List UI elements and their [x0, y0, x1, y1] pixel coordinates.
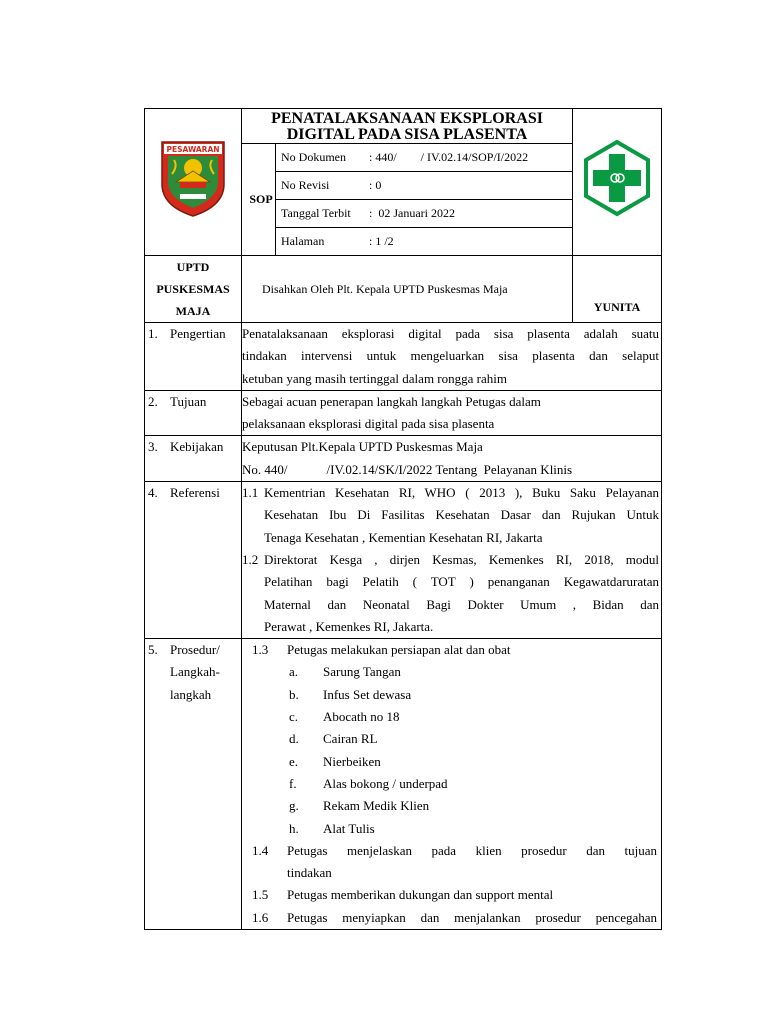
pengertian-content: [242, 323, 662, 391]
tanggal-terbit-label: Tanggal Terbit: [281, 206, 351, 221]
step-number: 1.3: [252, 642, 269, 658]
step-text: Petugas melakukan persiapan alat dan obat: [287, 642, 511, 658]
halaman-label: Halaman: [281, 234, 325, 249]
title-line-2: DIGITAL PADA SISA PLASENTA: [286, 126, 528, 143]
kebijakan-content: [242, 436, 662, 482]
reference-line: Maternal dan Neonatal Bagi Dokter Umum , Bidan dan: [264, 596, 660, 612]
no-revisi-label: No Revisi: [281, 178, 330, 193]
procedure-step: [242, 840, 659, 885]
item-letter: d.: [289, 731, 299, 747]
referensi-label-cell: [145, 482, 242, 639]
reference-number: 1.2: [242, 551, 259, 567]
reference-line: Perawat , Kemenkes RI, Jakarta.: [264, 618, 434, 634]
tujuan-content: [242, 390, 662, 436]
item-letter: e.: [289, 753, 299, 769]
reference-line: Kementrian Kesehatan RI, WHO ( 2013 ), Buku Saku Pelayanan: [264, 485, 660, 501]
item-text: Nierbeiken: [323, 753, 381, 769]
title-line-1: PENATALAKSANAAN EKSPLORASI: [271, 110, 543, 127]
section-label: Tujuan: [170, 393, 207, 409]
list-item: [242, 795, 659, 817]
item-letter: g.: [289, 798, 299, 814]
item-letter: b.: [289, 686, 299, 702]
no-dokumen-label: No Dokumen: [281, 150, 346, 165]
pesawaran-shield-icon: [158, 138, 228, 218]
puskesmas-logo-cell: [573, 109, 662, 256]
kebijakan-line-2: No. 440/ /IV.02.14/SK/I/2022 Tentang Pelayanan Klinis: [242, 461, 573, 477]
section-number: 5.: [148, 642, 158, 658]
uptd-line-1: UPTD: [176, 260, 210, 274]
section-label: Referensi: [170, 485, 220, 501]
signer-name: YUNITA: [573, 256, 662, 323]
reference-item: [242, 482, 659, 549]
section-number: 4.: [148, 485, 158, 501]
step-text: Petugas menjelaskan pada klien prosedur dan tujuan: [287, 842, 658, 858]
procedure-step: [242, 639, 659, 661]
no-dokumen-row: [276, 144, 573, 172]
list-item: [242, 706, 659, 728]
tanggal-terbit-value: : 02 Januari 2022: [369, 206, 455, 221]
item-text: Infus Set dewasa: [323, 686, 412, 702]
no-revisi-row: [276, 172, 573, 200]
reference-line: Direktorat Kesga , dirjen Kesmas, Kemenkes RI, 2018, modul: [264, 551, 660, 567]
sop-label: SOP: [242, 144, 276, 256]
pesawaran-logo-text: PESAWARAN: [166, 145, 220, 155]
list-item: [242, 818, 659, 840]
tanggal-terbit-row: [276, 200, 573, 228]
item-letter: c.: [289, 709, 299, 725]
list-item: [242, 728, 659, 750]
section-number: 2.: [148, 393, 158, 409]
list-item: [242, 773, 659, 795]
reference-number: 1.1: [242, 485, 259, 501]
item-text: Rekam Medik Klien: [323, 798, 430, 814]
step-text: Petugas menyiapkan dan menjalankan prosedur pencegahan: [287, 909, 658, 925]
section-label-line-2: Langkah-: [170, 664, 220, 680]
procedure-step: [242, 907, 659, 929]
item-letter: h.: [289, 820, 299, 836]
step-number: 1.5: [252, 887, 269, 903]
tujuan-label-cell: [145, 390, 242, 436]
puskesmas-cross-icon: [582, 138, 652, 218]
reference-line: Tenaga Kesehatan , Kementian Kesehatan RI, Jakarta: [264, 529, 543, 545]
document-title: [242, 109, 573, 144]
section-number: 3.: [148, 439, 158, 455]
kebijakan-label-cell: [145, 436, 242, 482]
item-letter: f.: [289, 775, 297, 791]
halaman-value: : 1 /2: [369, 234, 394, 249]
reference-line: Pelatihan bagi Pelatih ( TOT ) penanganan Kegawatdaruratan: [264, 574, 660, 590]
no-dokumen-value: : 440/ / IV.02.14/SOP/I/2022: [369, 150, 529, 165]
disahkan-oleh: Disahkan Oleh Plt. Kepala UPTD Puskesmas Maja: [242, 256, 573, 323]
uptd-line-3: MAJA: [175, 304, 211, 318]
list-item: [242, 751, 659, 773]
sop-table: [144, 108, 662, 930]
sop-document: [144, 108, 661, 930]
pesawaran-logo-cell: [145, 109, 242, 256]
list-item: [242, 684, 659, 706]
item-text: Alas bokong / underpad: [323, 775, 448, 791]
step-number: 1.6: [252, 909, 269, 925]
item-text: Cairan RL: [323, 731, 378, 747]
item-text: Alat Tulis: [323, 820, 375, 836]
uptd-line-2: PUSKESMAS: [156, 282, 230, 296]
item-text: Abocath no 18: [323, 709, 400, 725]
list-item: [242, 661, 659, 683]
section-label: Kebijakan: [170, 439, 224, 455]
tujuan-line-1: Sebagai acuan penerapan langkah langkah Petugas dalam: [242, 393, 541, 409]
reference-item: [242, 549, 659, 638]
halaman-row: [276, 228, 573, 256]
section-number: 1.: [148, 326, 158, 341]
step-number: 1.4: [252, 842, 269, 858]
item-text: Sarung Tangan: [323, 664, 401, 680]
prosedur-content: [242, 639, 662, 930]
section-label: Prosedur/: [170, 642, 220, 658]
pengertian-line-3: ketuban yang masih tertinggal dalam rongga rahim: [242, 370, 507, 386]
referensi-content: [242, 482, 662, 639]
uptd-puskesmas-maja: [145, 256, 242, 323]
no-revisi-value: : 0: [369, 178, 382, 193]
pengertian-line-1: Penatalaksanaan eksplorasi digital pada sisa plasenta adalah suatu: [242, 326, 660, 341]
step-text: tindakan: [287, 865, 332, 881]
section-label: Pengertian: [170, 326, 226, 341]
reference-line: Kesehatan Ibu Di Fasilitas Kesehatan Dasar dan Rujukan Untuk: [264, 507, 660, 523]
pengertian-label-cell: [145, 323, 242, 391]
item-letter: a.: [289, 664, 299, 680]
kebijakan-line-1: Keputusan Plt.Kepala UPTD Puskesmas Maja: [242, 439, 483, 455]
pengertian-line-2: tindakan intervensi untuk mengeluarkan sisa plasenta dan selaput: [242, 348, 660, 364]
step-text: Petugas memberikan dukungan dan support mental: [287, 887, 554, 903]
procedure-step: [242, 884, 659, 906]
section-label-line-3: langkah: [170, 686, 212, 702]
prosedur-label-cell: [145, 639, 242, 930]
tujuan-line-2: pelaksanaan eksplorasi digital pada sisa plasenta: [242, 416, 495, 432]
